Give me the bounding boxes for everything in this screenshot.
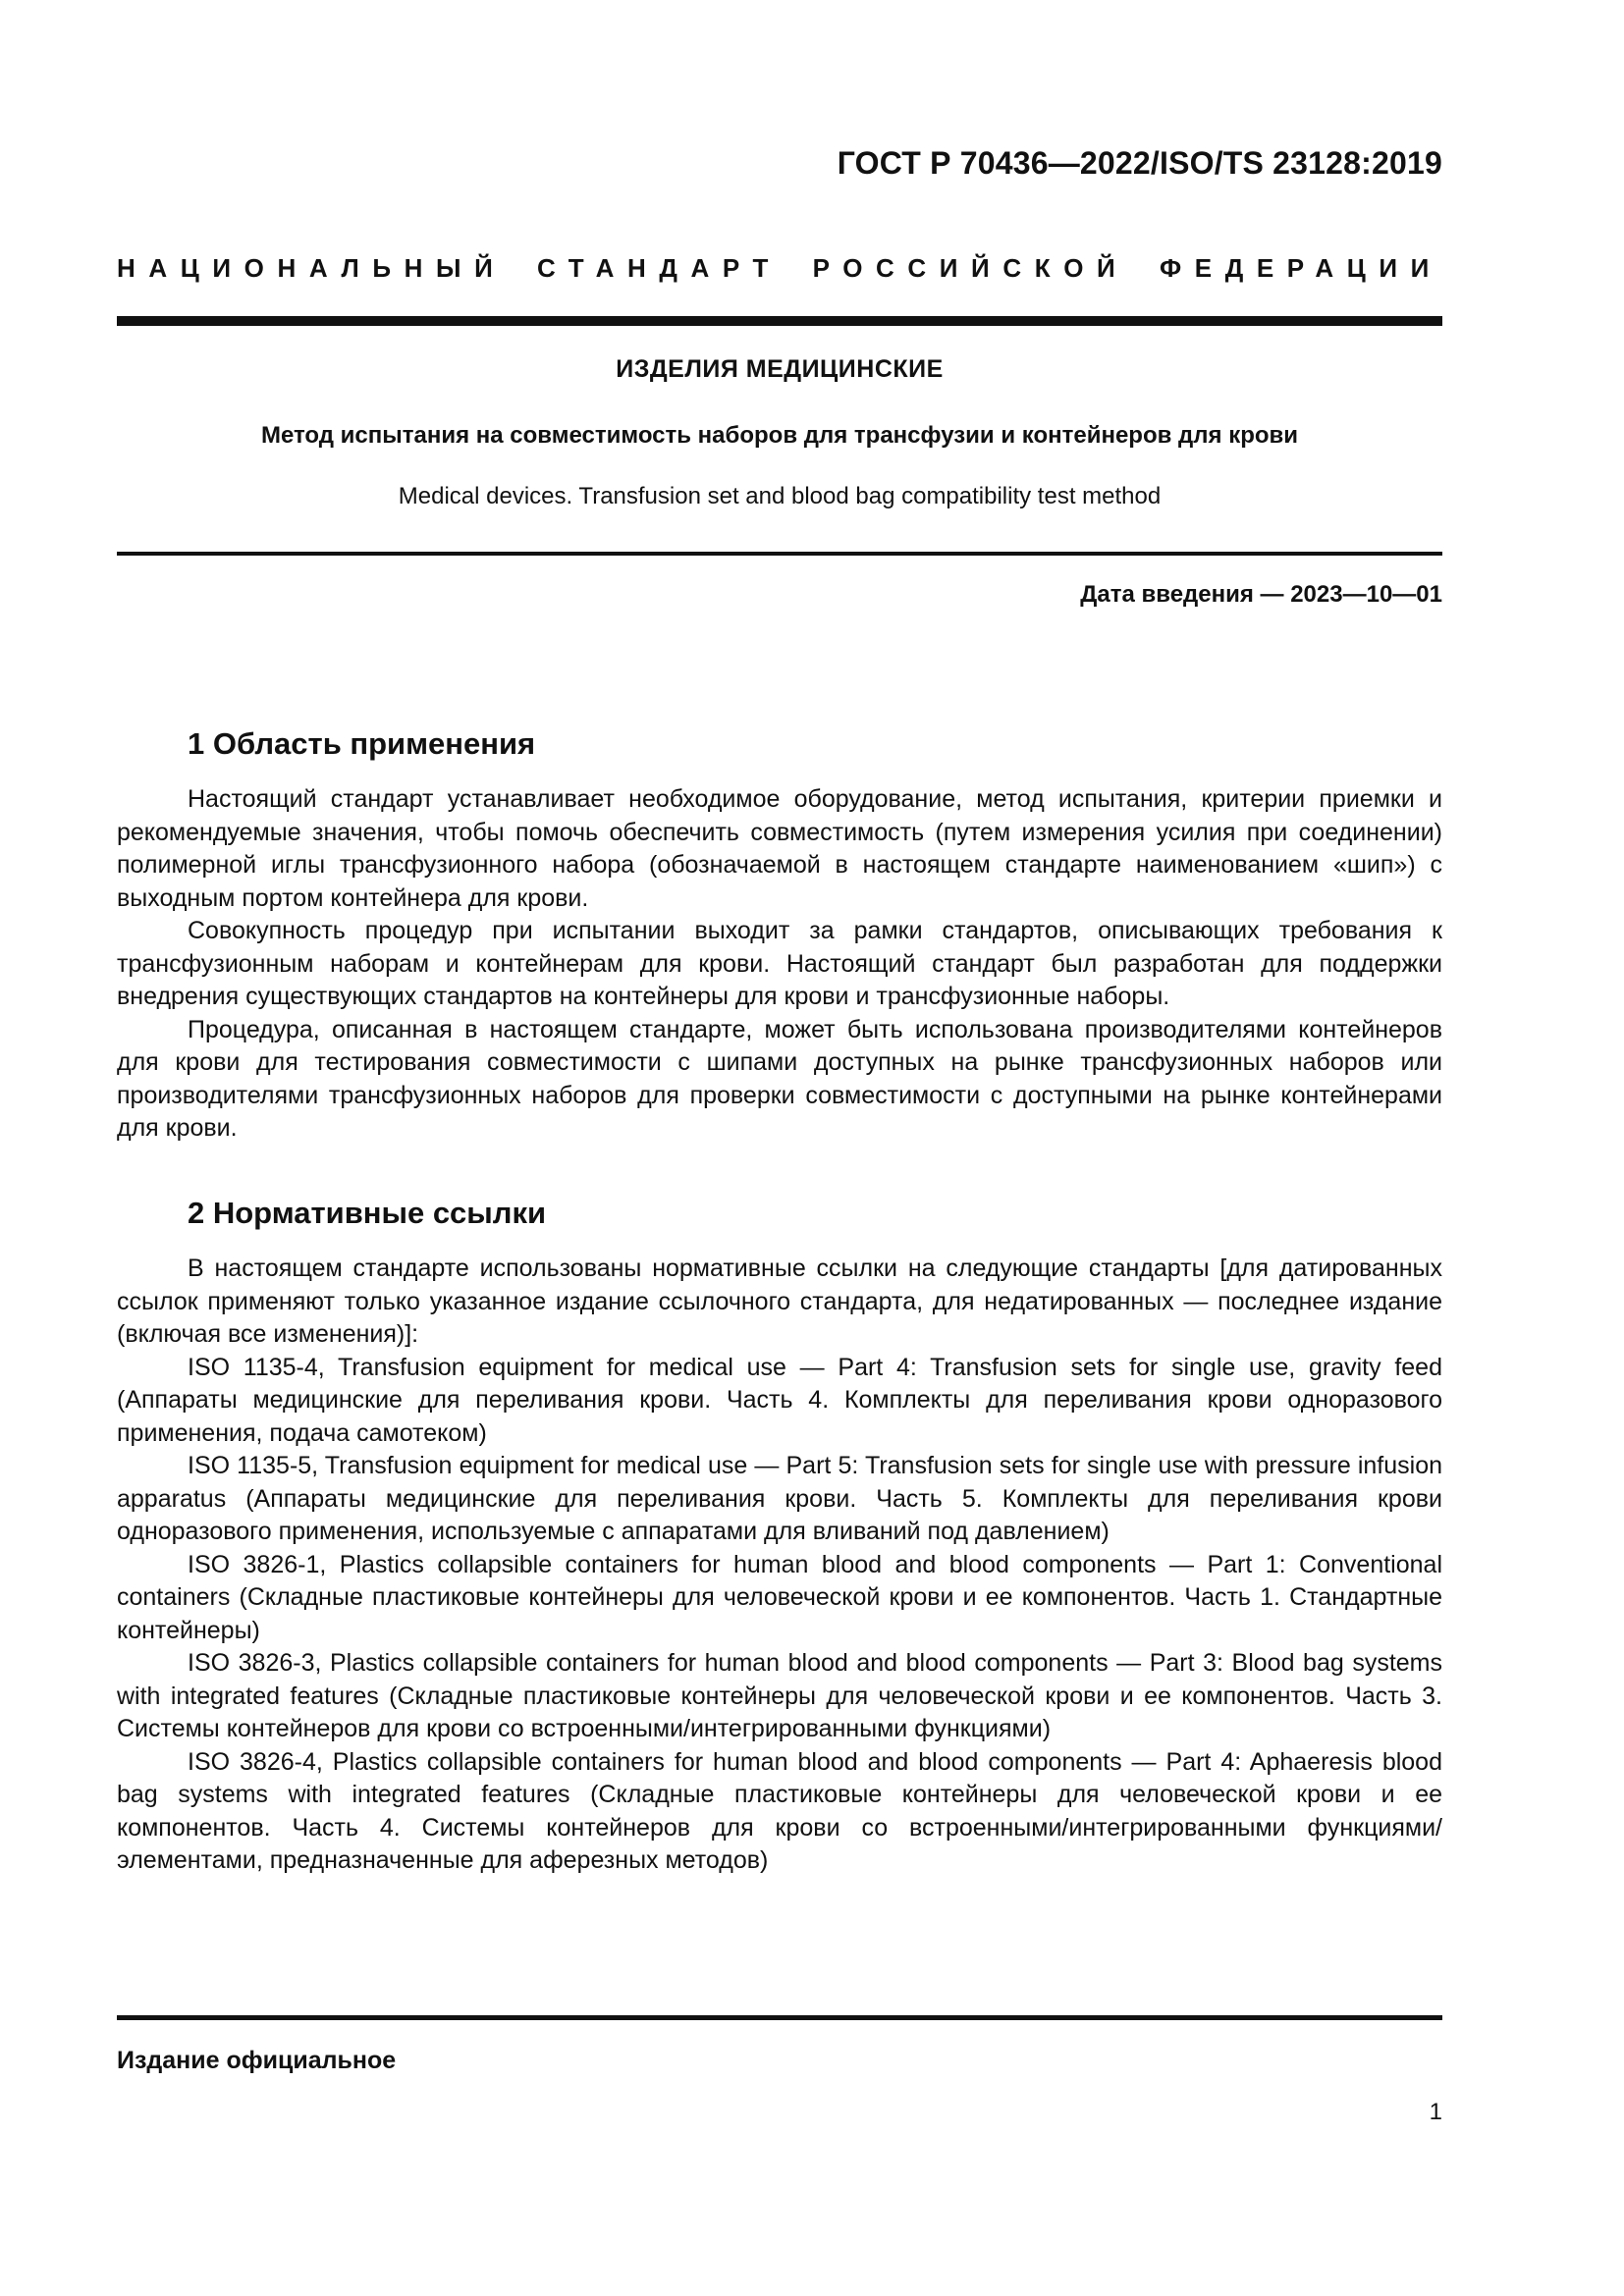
header-divider [117,316,1442,326]
reference-item: ISO 3826-4, Plastics collapsible containers for human blood and blood components — Part 4: Aphaeresis blood bag systems with integrated features (Складные пластиковые контейнеры для человеческой крови и ее компонентов. Часть 4. Системы контейнеров для крови со встроенными/интегрированными функциями/элементами, предназначенные для аферезных методов) [117,1747,1442,1874]
reference-item: ISO 3826-1, Plastics collapsible containers for human blood and blood components — Part 1: Conventional containers (Складные пластиковые контейнеры для человеческой крови и ее компонентов. Часть 1. Стандартные контейнеры) [117,1550,1442,1644]
introduction-date: Дата введения — 2023—10—01 [1080,581,1442,608]
paragraph: Процедура, описанная в настоящем стандарте, может быть использована производителями контейнеров для крови для тестирования совместимости с шипами доступных на рынке трансфузионных наборов или производителями трансфузионных наборов для проверки совместимости с доступными на рынке контейнерами для крови. [117,1015,1442,1142]
paragraph: Настоящий стандарт устанавливает необходимое оборудование, метод испытания, критерии приемки и рекомендуемые значения, чтобы помочь обеспечить совместимость (путем измерения усилия при соединении) полимерной иглы трансфузионного набора (обозначаемой в настоящем стандарте наименованием «шип») с выходным портом контейнера для крови. [117,785,1442,912]
reference-item: ISO 3826-3, Plastics collapsible containers for human blood and blood components — Part 3: Blood bag systems with integrated features (Складные пластиковые контейнеры для человеческой крови и ее компонентов. Часть 3. Системы контейнеров для крови со встроенными/интегрированными функциями) [117,1649,1442,1742]
nat-word: СТАНДАРТ [537,253,782,283]
document-code: ГОСТ Р 70436—2022/ISO/TS 23128:2019 [837,145,1442,181]
reference-item: ISO 1135-4, Transfusion equipment for medical use — Part 4: Transfusion sets for single use, gravity feed (Аппараты медицинские для переливания крови. Часть 4. Комплекты для переливания крови одноразового применения, подача самотеком) [117,1353,1442,1447]
paragraph: В настоящем стандарте использованы нормативные ссылки на следующие стандарты [для датированных ссылок применяют только указанное издание ссылочного стандарта, для недатированных — последнее издание (включая все изменения)]: [117,1255,1442,1348]
national-standard-title [117,253,1442,284]
reference-item: ISO 1135-5, Transfusion equipment for medical use — Part 5: Transfusion sets for single use with pressure infusion apparatus (Аппараты медицинские для переливания крови. Часть 5. Комплекты для переливания крови одноразового применения, используемые с аппаратами для вливаний под давлением) [117,1452,1442,1545]
title-divider [117,552,1442,556]
title-english: Medical devices. Transfusion set and blood bag compatibility test method [398,483,1162,509]
footer-divider [117,2015,1442,2020]
nat-word: РОССИЙСКОЙ [812,253,1129,283]
nat-word: ФЕДЕРАЦИИ [1159,253,1442,283]
nat-word: НАЦИОНАЛЬНЫЙ [117,253,507,283]
title-sub: Метод испытания на совместимость наборов для трансфузии и контейнеров для крови [260,422,1299,449]
section-scope [117,726,1442,1146]
title-main: ИЗДЕЛИЯ МЕДИЦИНСКИЕ [616,355,944,383]
page-number: 1 [1429,2099,1442,2125]
section-heading: 2 Нормативные ссылки [188,1196,547,1230]
paragraph: Совокупность процедур при испытании выходит за рамки стандартов, описывающих требования к трансфузионным наборам и контейнерам для крови. Настоящий стандарт был разработан для поддержки внедрения существующих стандартов на контейнеры для крови и трансфузионные наборы. [117,917,1442,1010]
official-edition-label: Издание официальное [117,2047,397,2074]
section-normative-references [117,1196,1442,1878]
section-heading: 1 Область применения [188,726,536,761]
